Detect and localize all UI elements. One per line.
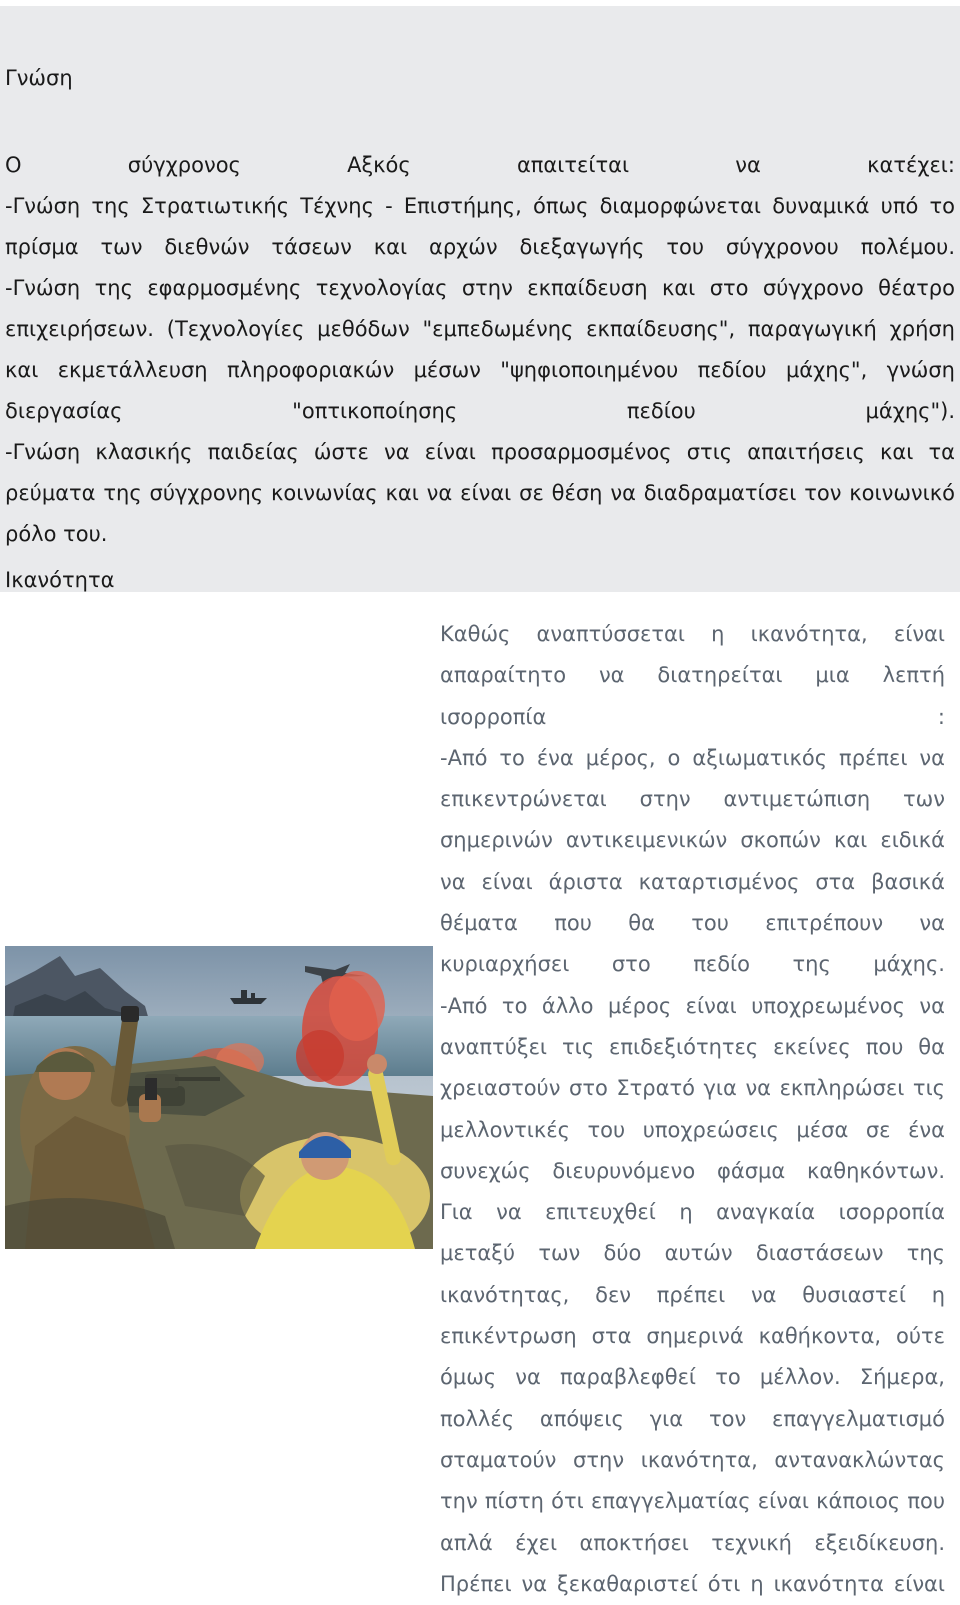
text-line: Πρέπει να ξεκαθαριστεί ότι η ικανότητα είναι [440,1571,945,1596]
text-line: ισορροπία : [440,704,945,729]
text-line: μελλοντικές του υποχρεώσεις μέσα σε ένα [440,1117,945,1142]
text-line: Ο σύγχρονος Αξκός απαιτείται να κατέχει: [5,153,955,177]
knowledge-heading: Γνώση [5,66,73,90]
text-line: ικανότητας, δεν πρέπει να θυσιαστεί η [440,1282,945,1307]
text-line: πολλές απόψεις για τον επαγγελματισμό [440,1406,945,1431]
text-line: διεργασίας "οπτικοποίησης πεδίου μάχης"). [5,399,955,423]
text-line: αναπτύξει τις επιδεξιότητες εκείνες που θα [440,1034,945,1059]
knowledge-text [5,145,955,555]
ability-heading: Ικανότητα [5,568,115,592]
text-line: και εκμετάλλευση πληροφοριακών μέσων "ψηφιοποιημένου πεδίου μάχης", γνώση [5,358,955,382]
text-line: Για να επιτευχθεί η αναγκαία ισορροπία [440,1200,945,1225]
text-line: -Γνώση της εφαρμοσμένης τεχνολογίας στην εκπαίδευση και στο σύγχρονο θέατρο [5,276,955,300]
text-line: συνεχώς διευρυνόμενο φάσμα καθηκόντων. [440,1158,945,1183]
text-line: απαραίτητο να διατηρείται μια λεπτή [440,663,945,688]
text-line: θέματα που θα του επιτρέπουν να [440,911,945,936]
text-line: -Γνώση κλασικής παιδείας ώστε να είναι προσαρμοσμένος στις απαιτήσεις και τα [5,440,955,464]
text-line: κυριαρχήσει στο πεδίο της μάχης. [440,952,945,977]
text-line: ρόλο του. [5,522,108,546]
text-line: επικέντρωση στα σημερινά καθήκοντα, ούτε [440,1324,945,1349]
text-line: απλά έχει αποκτήσει τεχνική εξειδίκευση. [440,1530,945,1555]
text-line: -Γνώση της Στρατιωτικής Τέχνης - Επιστήμης, όπως διαμορφώνεται δυναμικά υπό το [5,194,955,218]
ability-text [440,614,945,1605]
text-line: Καθώς αναπτύσσεται η ικανότητα, είναι [440,622,945,646]
text-line: την πίστη ότι επαγγελματίας είναι κάποιος που [440,1489,945,1514]
text-line: -Από το ένα μέρος, ο αξιωματικός πρέπει να [440,745,945,770]
text-line: σταματούν στην ικανότητα, αντανακλώντας [440,1447,945,1472]
text-line: όμως να παραβλεφθεί το μέλλον. Σήμερα, [440,1365,945,1390]
text-line: πρίσμα των διεθνών τάσεων και αρχών διεξαγωγής του σύγχρονου πολέμου. [5,235,955,259]
text-line: σημερινών αντικειμενικών σκοπών και ειδικά [440,828,945,853]
text-line: επιχειρήσεων. (Τεχνολογίες μεθόδων "εμπεδωμένης εκπαίδευσης", παραγωγική χρήση [5,317,955,341]
text-line: χρειαστούν στο Στρατό για να εκπληρώσει τις [440,1076,945,1101]
military-painting [5,946,433,1249]
text-line: να είναι άριστα καταρτισμένος στα βασικά [440,869,945,894]
text-line: -Από το άλλο μέρος είναι υποχρεωμένος να [440,993,945,1018]
text-line: μεταξύ των δύο αυτών διαστάσεων της [440,1241,945,1266]
text-line: ρεύματα της σύγχρονης κοινωνίας και να είναι σε θέση να διαδραματίσει τον κοινωνικό [5,481,955,505]
text-line: επικεντρώνεται στην αντιμετώπιση των [440,787,945,812]
